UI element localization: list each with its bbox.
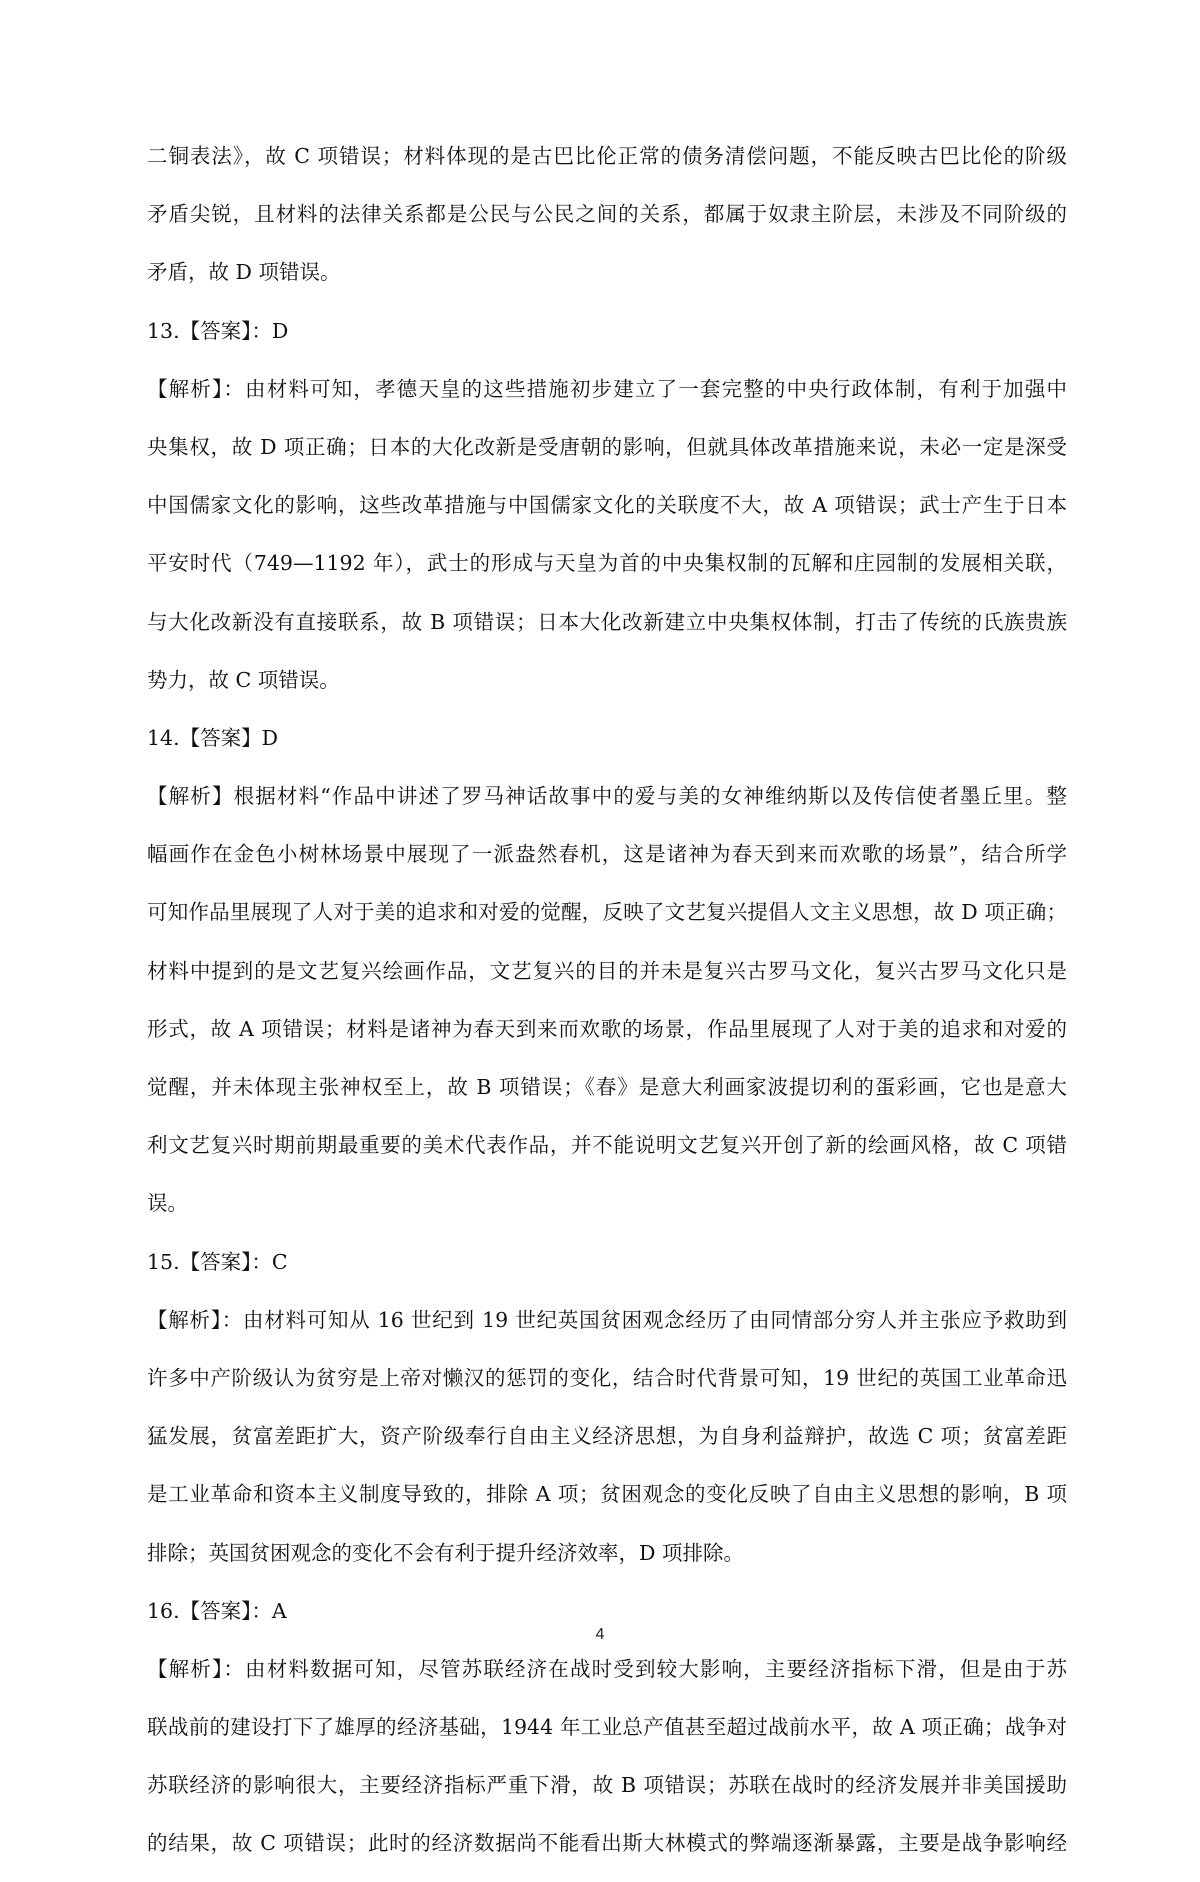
text-line: 中国儒家文化的影响，这些改革措施与中国儒家文化的关联度不大，故 A 项错误；武士产生于日本: [147, 493, 1067, 518]
answer-heading-13: 13.【答案】：D: [147, 318, 289, 343]
text-line: 材料中提到的是文艺复兴绘画作品，文艺复兴的目的并未是复兴古罗马文化，复兴古罗马文化只是: [147, 958, 1067, 983]
page-number: 4: [595, 1626, 605, 1643]
analysis-line: 【解析】：由材料数据可知，尽管苏联经济在战时受到较大影响，主要经济指标下滑，但是由于苏: [147, 1656, 1067, 1681]
text-line: 平安时代（749—1192 年），武士的形成与天皇为首的中央集权制的瓦解和庄园制的发展相关联，: [147, 551, 1067, 576]
answer-heading-14: 14.【答案】D: [147, 725, 279, 750]
text-line: 的结果，故 C 项错误；此时的经济数据尚不能看出斯大林模式的弊端逐渐暴露，主要是战争影响经: [147, 1831, 1067, 1856]
text-line: 势力，故 C 项错误。: [147, 667, 340, 692]
text-line: 央集权，故 D 项正确；日本的大化改新是受唐朝的影响，但就具体改革措施来说，未必一定是深受: [147, 434, 1067, 459]
text-line: 许多中产阶级认为贫穷是上帝对懒汉的惩罚的变化，结合时代背景可知，19 世纪的英国工业革命迅: [147, 1365, 1067, 1390]
text-line: 利文艺复兴时期前期最重要的美术代表作品，并不能说明文艺复兴开创了新的绘画风格，故 C 项错: [147, 1133, 1067, 1158]
text-line: 矛盾尖锐，且材料的法律关系都是公民与公民之间的关系，都属于奴隶主阶层，未涉及不同阶级的: [147, 202, 1067, 227]
text-line: 排除；英国贫困观念的变化不会有利于提升经济效率，D 项排除。: [147, 1540, 744, 1565]
analysis-line: 【解析】根据材料“作品中讲述了罗马神话故事中的爱与美的女神维纳斯以及传信使者墨丘里。整: [147, 784, 1067, 809]
text-line: 形式，故 A 项错误；材料是诸神为春天到来而欢歌的场景，作品里展现了人对于美的追求和对爱的: [147, 1016, 1067, 1041]
text-line: 是工业革命和资本主义制度导致的，排除 A 项；贫困观念的变化反映了自由主义思想的影响，B 项: [147, 1482, 1067, 1507]
text-line: 苏联经济的影响很大，主要经济指标严重下滑，故 B 项错误；苏联在战时的经济发展并非美国援助: [147, 1773, 1067, 1798]
text-line: 联战前的建设打下了雄厚的经济基础，1944 年工业总产值甚至超过战前水平，故 A 项正确；战争对: [147, 1715, 1067, 1740]
text-line: 幅画作在金色小树林场景中展现了一派盎然春机，这是诸神为春天到来而欢歌的场景”，结合所学: [147, 842, 1067, 867]
text-line: 觉醒，并未体现主张神权至上，故 B 项错误；《春》是意大利画家波提切利的蛋彩画，它也是意大: [147, 1075, 1067, 1099]
text-line: 矛盾，故 D 项错误。: [147, 260, 341, 285]
text-line: 与大化改新没有直接联系，故 B 项错误；日本大化改新建立中央集权体制，打击了传统的氏族贵族: [147, 609, 1067, 634]
answer-heading-16: 16.【答案】：A: [147, 1598, 287, 1623]
text-line: 猛发展，贫富差距扩大，资产阶级奉行自由主义经济思想，为自身利益辩护，故选 C 项；贫富差距: [147, 1424, 1067, 1449]
answer-heading-15: 15.【答案】：C: [147, 1249, 288, 1274]
text-line: 二铜表法》，故 C 项错误；材料体现的是古巴比伦正常的债务清偿问题，不能反映古巴比伦的阶级: [147, 144, 1067, 168]
answer-analysis-text: [147, 136, 1067, 1882]
text-line: 误。: [147, 1191, 188, 1216]
analysis-line: 【解析】：由材料可知，孝德天皇的这些措施初步建立了一套完整的中央行政体制，有利于加强中: [147, 376, 1067, 401]
text-line: 可知作品里展现了人对于美的追求和对爱的觉醒，反映了文艺复兴提倡人文主义思想，故 D 项正确；: [147, 900, 1067, 925]
analysis-line: 【解析】：由材料可知从 16 世纪到 19 世纪英国贫困观念经历了由同情部分穷人并主张应予救助到: [147, 1307, 1067, 1332]
